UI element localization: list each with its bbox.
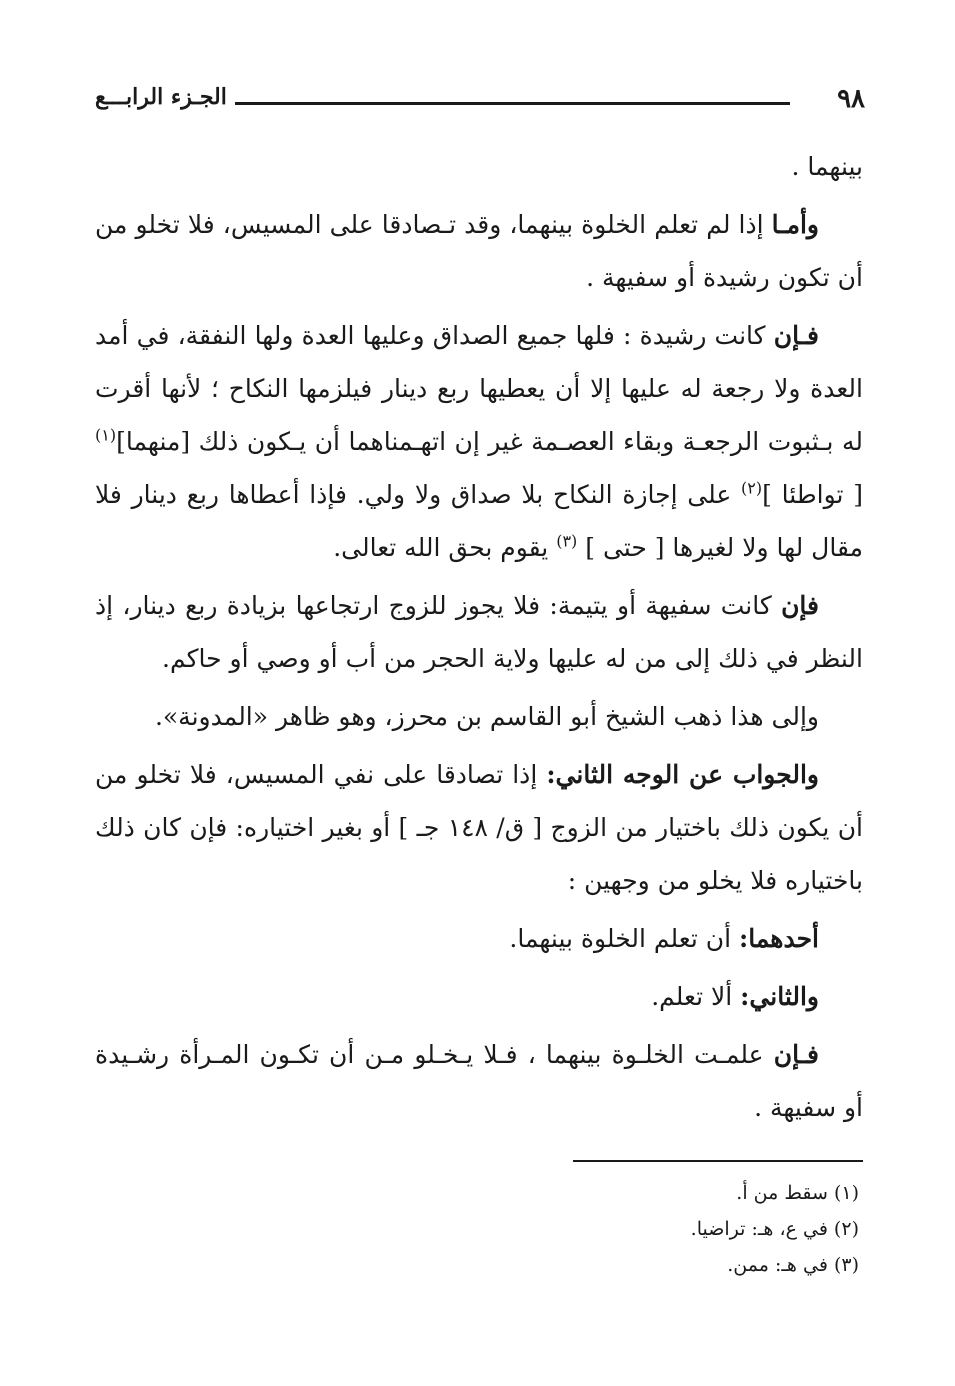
paragraph-lead: أحدهما: [738,924,819,953]
paragraph-lead: والثاني: [740,982,819,1011]
paragraph-4 [95,690,863,743]
paragraph-text: ألا تعلم. [651,982,741,1011]
paragraph-1 [95,198,863,304]
paragraph-text: إذا تصادقا على نفي المسيس، فلا تخلو من أن يكون ذلك باختيار من الزوج [ ق/ ١٤٨ جـ ] أو بغير اختياره: فإن كان ذلك باختياره فلا يخلو من وجهين : [95,760,863,895]
paragraph-6 [95,912,863,965]
page-number: ٩٨ [837,84,865,114]
paragraph-text: كانت رشيدة : فلها جميع الصداق وعليها العدة ولها النفقة، في أمد العدة ولا رجعة له عليها إلا أن يعطيها ربع دينار فيلزمها النكاح ؛ لأنها أقرت له بـثبوت الرجعـة وبقاء العصـمة غير إن اتهـمناهما أن يـكون ذلك [منهما] [95,321,863,456]
paragraph-text: إذا لم تعلم الخلوة بينهما، وقد تـصادقا على المسيس، فلا تخلو من أن تكون رشيدة أو سفيهة . [95,210,863,292]
paragraph-lead: فـإن [773,321,819,350]
paragraph-lead: فـإن [773,1040,819,1069]
paragraph-lead: فإن [781,591,819,620]
paragraph-lead: وأمـا [771,210,819,239]
footnotes [259,1175,859,1283]
paragraph-text: علمـت الخلـوة بينهما ، فـلا يـخـلو مـن أن تكـون المـرأة رشـيدة أو سفيهة . [95,1040,863,1122]
paragraph-2 [95,309,863,574]
paragraph-text: كانت سفيهة أو يتيمة: فلا يجوز للزوج ارتجاعها بزيادة ربع دينار، إذ النظر في ذلك إلى من له عليها ولاية الحجر من أب أو وصي أو حاكم. [95,591,863,673]
paragraph-3 [95,579,863,685]
footnote-3: (٣) في هـ: ممن. [727,1254,859,1276]
running-title: الجـزء الرابـــع [95,84,227,110]
footnote-1: (١) سقط من أ. [736,1182,859,1204]
footnote-separator [573,1160,863,1162]
paragraph-text: على إجازة النكاح بلا صداق ولا ولي. فإذا أعطاها ربع دينار فلا مقال لها ولا لغيرها [ حتى ] [95,480,863,562]
paragraph-text: [ تواطئا ] [762,480,863,509]
paragraph-continuation [95,140,863,193]
paragraph-text: بينهما . [791,152,863,181]
footnote-2: (٢) في ع، هـ: تراضيا. [690,1218,859,1240]
paragraph-text: أن تعلم الخلوة بينهما. [509,924,739,953]
footnote-ref-3: (٣) [556,531,578,551]
main-text [95,140,863,1139]
footnote-ref-2: (٢) [741,478,763,498]
paragraph-lead: والجواب عن الوجه الثاني: [546,760,819,789]
paragraph-7 [95,970,863,1023]
paragraph-8 [95,1028,863,1134]
page-header [95,82,865,122]
paragraph-text: يقوم بحق الله تعالى. [333,533,557,562]
header-rule [235,102,790,105]
paragraph-5 [95,748,863,907]
paragraph-text: وإلى هذا ذهب الشيخ أبو القاسم بن محرز، وهو ظاهر «المدونة». [154,702,819,731]
footnote-ref-1: (١) [95,425,117,445]
